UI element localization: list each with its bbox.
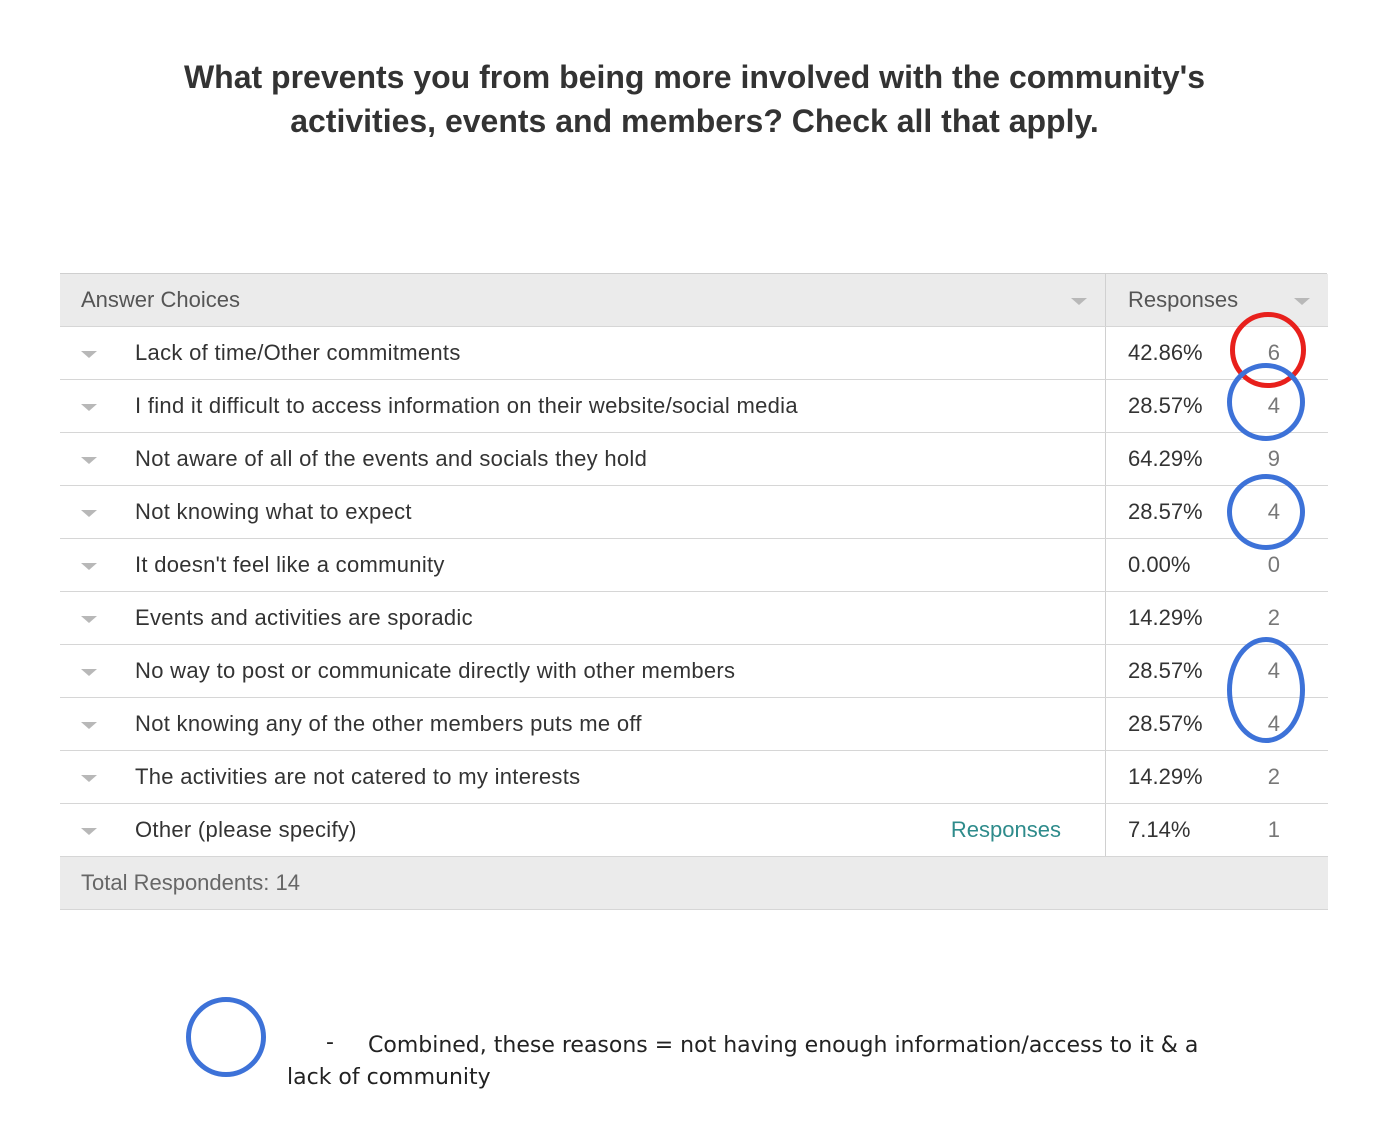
response-count: 0 [1267, 552, 1280, 577]
expand-caret-icon[interactable] [81, 563, 97, 570]
table-row [60, 804, 1328, 857]
table-row [60, 380, 1328, 433]
expand-caret-icon[interactable] [81, 828, 97, 835]
response-percent: 14.29% [1128, 605, 1203, 630]
response-percent: 7.14% [1128, 817, 1191, 842]
expand-caret-icon[interactable] [81, 510, 97, 517]
response-percent: 14.29% [1128, 764, 1203, 789]
expand-caret-icon[interactable] [81, 457, 97, 464]
response-percent: 42.86% [1128, 340, 1203, 365]
table-row [60, 433, 1328, 486]
sort-caret-icon[interactable] [1071, 298, 1087, 305]
answer-choice-label: It doesn't feel like a community [135, 552, 445, 577]
response-percent: 64.29% [1128, 446, 1203, 471]
table-row [60, 751, 1328, 804]
blue-highlight-circle [1227, 474, 1305, 550]
response-count: 4 [1267, 711, 1280, 736]
answer-choice-label: I find it difficult to access information on their website/social media [135, 393, 798, 418]
blue-highlight-circle [1227, 363, 1305, 441]
answer-choice-label: Not knowing any of the other members puts me off [135, 711, 642, 736]
table-row [60, 698, 1328, 751]
survey-results-table [60, 273, 1327, 910]
responses-header[interactable]: Responses [1128, 287, 1239, 312]
table-row [60, 486, 1328, 539]
response-percent: 28.57% [1128, 393, 1203, 418]
expand-caret-icon[interactable] [81, 351, 97, 358]
response-percent: 28.57% [1128, 499, 1203, 524]
expand-caret-icon[interactable] [81, 616, 97, 623]
sort-caret-icon[interactable] [1294, 298, 1310, 305]
answer-choice-label: The activities are not catered to my interests [135, 764, 581, 789]
answer-choice-label: Other (please specify) [135, 817, 357, 842]
table-header-row [60, 274, 1328, 327]
response-percent: 28.57% [1128, 711, 1203, 736]
response-count: 4 [1267, 658, 1280, 683]
answer-choice-label: Not aware of all of the events and socials they hold [135, 446, 648, 471]
answer-choice-label: Lack of time/Other commitments [135, 340, 461, 365]
response-count: 9 [1267, 446, 1280, 471]
response-count: 2 [1267, 764, 1280, 789]
total-row [60, 857, 1328, 910]
response-count: 4 [1267, 393, 1280, 418]
answer-choice-label: Not knowing what to expect [135, 499, 412, 524]
note-bullet: - [326, 1030, 334, 1055]
table-row [60, 327, 1328, 380]
expand-caret-icon[interactable] [81, 722, 97, 729]
response-count: 6 [1267, 340, 1280, 365]
expand-caret-icon[interactable] [81, 404, 97, 411]
page-title: What prevents you from being more involved with the community's activities, events and members? Check all that apply. [183, 59, 1206, 139]
response-percent: 0.00% [1128, 552, 1191, 577]
expand-caret-icon[interactable] [81, 669, 97, 676]
table-row [60, 592, 1328, 645]
response-count: 4 [1267, 499, 1280, 524]
blue-legend-circle [186, 997, 266, 1077]
blue-highlight-oval [1227, 637, 1305, 743]
answer-choice-label: Events and activities are sporadic [135, 605, 473, 630]
table-row [60, 539, 1328, 592]
answer-choice-label: No way to post or communicate directly with other members [135, 658, 736, 683]
total-respondents: Total Respondents: 14 [81, 870, 300, 895]
response-percent: 28.57% [1128, 658, 1203, 683]
response-count: 1 [1267, 817, 1280, 842]
answer-choices-header[interactable]: Answer Choices [81, 287, 240, 312]
note-text: Combined, these reasons = not having enough information/access to it & a lack of community [287, 1033, 1199, 1090]
response-count: 2 [1267, 605, 1280, 630]
other-responses-link[interactable]: Responses [950, 817, 1061, 842]
expand-caret-icon[interactable] [81, 775, 97, 782]
table-row [60, 645, 1328, 698]
